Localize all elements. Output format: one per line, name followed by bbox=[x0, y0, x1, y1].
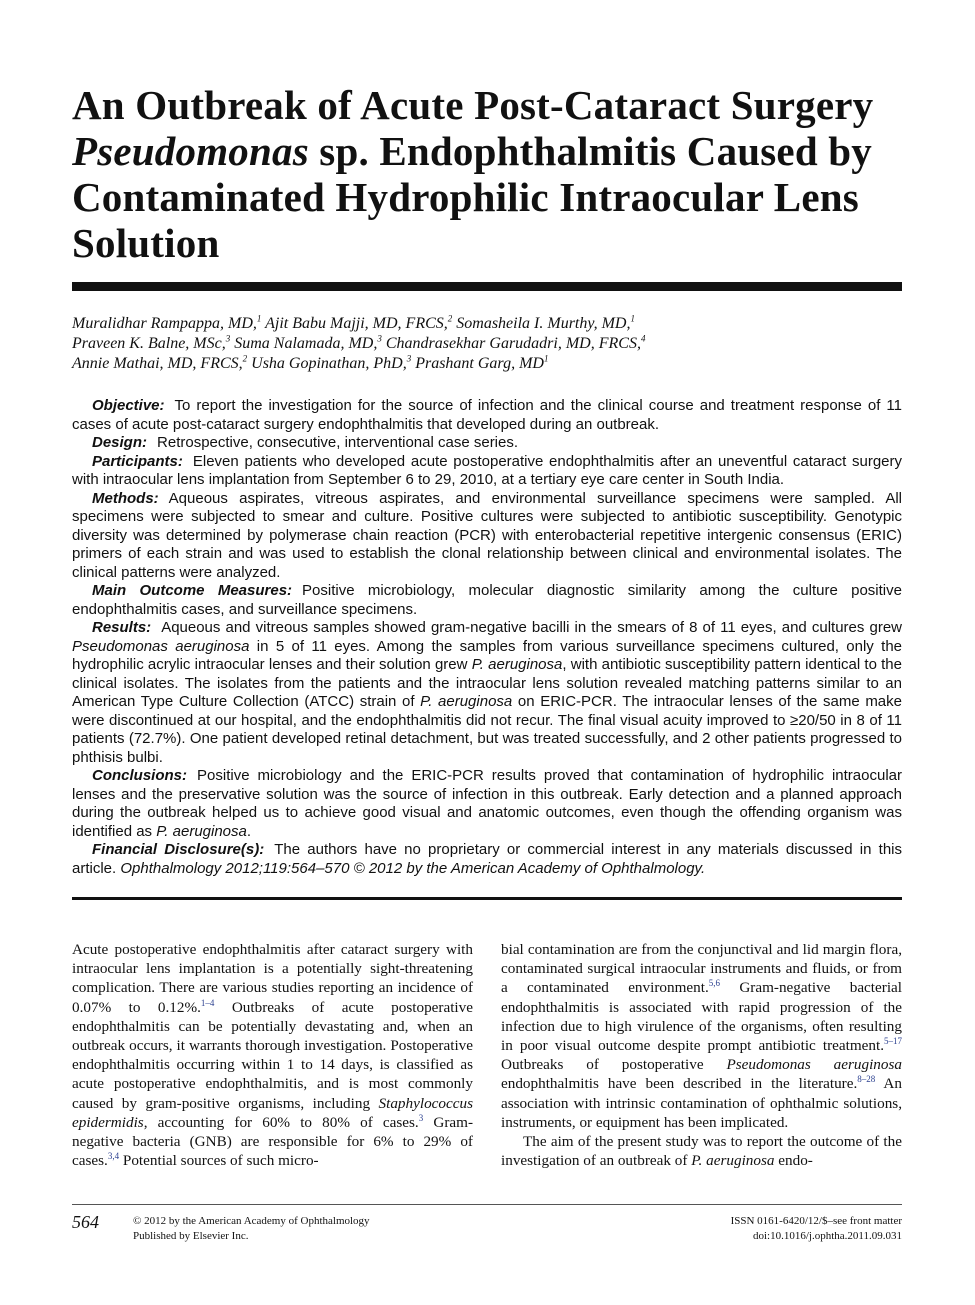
section-label: Main Outcome Measures: bbox=[92, 582, 293, 599]
body-paragraph bbox=[501, 1132, 902, 1170]
author-name: Praveen K. Balne, MSc, bbox=[72, 335, 226, 352]
title-genus: Pseudomonas bbox=[72, 128, 309, 174]
author-affiliation: 2 bbox=[242, 353, 248, 364]
author-line bbox=[72, 334, 902, 354]
copyright-block bbox=[133, 1214, 370, 1244]
body-column-right bbox=[501, 940, 902, 1170]
body-text: Outbreaks of acute postoperative endophthalmitis can be potentially devastating and, when an outbreak occurs, it warrants thorough investigation. Postoperative endophthalmitis occurring within 1 to 14 days, is classified as acute postoperative endophthalmitis, and is most commonly caused by gram-positive organisms, including bbox=[72, 998, 473, 1112]
section-text: Positive microbiology and the ERIC-PCR results proved that contamination of hydrophilic intraocular lenses and the preservative solution was the source of infection in this outbreak. Early detection and a planned approach during the outbreak helped us to achieve good visual and anatomic outcomes, even though the offending organism was identified as bbox=[72, 767, 902, 840]
author-line bbox=[72, 314, 902, 334]
author-name: Chandrasekhar Garudadri, MD, FRCS, bbox=[385, 335, 641, 352]
body-text: endo- bbox=[774, 1152, 813, 1170]
abstract bbox=[72, 397, 902, 878]
author-name: Usha Gopinathan, PhD, bbox=[251, 355, 407, 372]
body-text: An association with intrinsic contamination of ophthalmic solutions, instruments, or equipment has been implicated. bbox=[501, 1075, 902, 1131]
body-paragraph bbox=[72, 940, 473, 1170]
body-text: Gram-negative bacteria (GNB) are responsible for 6% to 29% of cases. bbox=[72, 1113, 473, 1170]
article-title bbox=[72, 82, 912, 266]
species-name: Pseudomonas aeruginosa bbox=[72, 637, 250, 655]
reference-link[interactable]: 3,4 bbox=[107, 1151, 120, 1162]
issn-line: ISSN 0161-6420/12/$–see front matter bbox=[730, 1215, 902, 1227]
abstract-conclusions bbox=[72, 767, 902, 841]
section-text: Retrospective, consecutive, interventional case series. bbox=[157, 434, 519, 451]
body-text: Acute postoperative endophthalmitis after cataract surgery with intraocular lens implantation is a potentially sight-threatening complication. There are various studies reporting an incidence of 0.07% to 0.12%. bbox=[72, 941, 473, 1016]
abstract-divider bbox=[72, 897, 902, 900]
abstract-objective bbox=[72, 397, 902, 434]
species-name: Staphylococcus epidermidis bbox=[72, 1094, 473, 1131]
abstract-results bbox=[72, 619, 902, 767]
reference-link[interactable]: 8–28 bbox=[857, 1074, 876, 1085]
author-line bbox=[72, 354, 902, 374]
body-text: endophthalmitis have been described in the literature. bbox=[501, 1075, 858, 1093]
reference-link[interactable]: 1–4 bbox=[200, 997, 215, 1008]
author-name: Ajit Babu Majji, MD, FRCS, bbox=[265, 315, 448, 332]
section-label: Conclusions: bbox=[92, 767, 188, 784]
abstract-participants bbox=[72, 453, 902, 490]
section-text: Aqueous and vitreous samples showed gram-negative bacilli in the smears of 8 of 11 eyes, and cultures grew bbox=[161, 619, 902, 636]
page-number: 564 bbox=[72, 1212, 99, 1232]
author-name: Somasheila I. Murthy, MD, bbox=[456, 315, 631, 332]
author-affiliation: 1 bbox=[256, 313, 262, 324]
species-name: P. aeruginosa bbox=[691, 1152, 775, 1170]
section-label: Objective: bbox=[92, 397, 165, 414]
footer-divider bbox=[72, 1204, 902, 1205]
abstract-methods bbox=[72, 490, 902, 583]
section-label: Financial Disclosure(s): bbox=[92, 841, 265, 858]
author-affiliation: 3 bbox=[406, 353, 412, 364]
section-text: in 5 of 11 eyes. Among the samples from various surveillance specimens cultured, only the hydrophilic acrylic intraocular lenses and their solution grew bbox=[72, 637, 902, 673]
author-affiliation: 3 bbox=[225, 333, 231, 344]
species-name: P. aeruginosa bbox=[471, 656, 563, 673]
section-text: Eleven patients who developed acute postoperative endophthalmitis after an uneventful cataract surgery with intraocular lens implantation from September 6 to 29, 2010, at a tertiary eye care center in South India. bbox=[72, 452, 902, 488]
reference-link[interactable]: 3 bbox=[418, 1112, 424, 1123]
section-text: Positive microbiology, molecular diagnostic similarity among the culture positive endophthalmitis cases, and surveillance specimens. bbox=[72, 582, 902, 618]
section-label: Results: bbox=[92, 619, 152, 636]
publisher-line: Published by Elsevier Inc. bbox=[133, 1230, 249, 1242]
body-text: bial contamination are from the conjunctival and lid margin flora, contaminated surgical intraocular instruments and fluids, or from a contaminated environment. bbox=[501, 941, 902, 997]
species-name: Pseudomonas aeruginosa bbox=[726, 1056, 902, 1074]
body-text: The aim of the present study was to report the outcome of the investigation of an outbreak of bbox=[501, 1133, 902, 1170]
body-paragraph bbox=[501, 940, 902, 1132]
body-text: Gram-negative bacterial endophthalmitis is associated with rapid progression of the infection due to high virulence of the organisms, often resulting in poor visual outcome despite prompt antibiotic treatment. bbox=[501, 979, 902, 1055]
author-affiliation: 3 bbox=[377, 333, 382, 344]
section-label: Design: bbox=[92, 434, 148, 451]
author-name: Annie Mathai, MD, FRCS, bbox=[72, 355, 243, 372]
title-divider bbox=[72, 282, 902, 291]
reference-link[interactable]: 5,6 bbox=[708, 978, 720, 989]
title-text-1: An Outbreak of Acute Post-Cataract Surgery bbox=[72, 82, 874, 128]
doi-link[interactable]: doi:10.1016/j.ophtha.2011.09.031 bbox=[752, 1230, 902, 1242]
body-column-left bbox=[72, 940, 473, 1170]
body-text: Potential sources of such micro- bbox=[119, 1152, 319, 1170]
section-text: To report the investigation for the source of infection and the clinical course and treatment response of 11 cases of acute post-cataract surgery endophthalmitis that developed during an outbreak. bbox=[72, 397, 902, 433]
abstract-outcome-measures bbox=[72, 582, 902, 619]
copyright-line: © 2012 by the American Academy of Ophthalmology bbox=[133, 1215, 370, 1227]
section-text: , with antibiotic susceptibility pattern identical to the clinical isolates. The isolates from the patients and the intraocular lens solution revealed matching patterns similar to an American Type Culture Collection (ATCC) strain of bbox=[72, 656, 902, 710]
body-text: Outbreaks of postoperative bbox=[501, 1056, 727, 1074]
section-label: Methods: bbox=[92, 489, 159, 507]
author-name: Suma Nalamada, MD, bbox=[234, 335, 378, 352]
issn-block bbox=[731, 1214, 902, 1244]
body-text: , accounting for 60% to 80% of cases. bbox=[143, 1113, 419, 1131]
author-name: Muralidhar Rampappa, MD, bbox=[72, 315, 257, 332]
species-name: P. aeruginosa bbox=[156, 822, 247, 840]
author-affiliation: 4 bbox=[640, 333, 646, 344]
section-text: Aqueous aspirates, vitreous aspirates, and environmental surveillance specimens were sampled. All specimens were subjected to smear and culture. Positive cultures were subjected to antibiotic susceptibility. Genotypic diversity was determined by polymerase chain reaction (PCR) with enterobacterial repetitive intergenic consensus (ERIC) primers of each strain and was used to establish the clonal relationship between clinical and environmental isolates. The clinical patterns were analyzed. bbox=[72, 489, 902, 581]
journal-citation: Ophthalmology 2012;119:564–570 © 2012 by the American Academy of Ophthalmology. bbox=[120, 859, 706, 877]
reference-link[interactable]: 5–17 bbox=[884, 1035, 902, 1046]
abstract-design bbox=[72, 434, 902, 453]
author-affiliation: 1 bbox=[543, 353, 549, 364]
section-label: Participants: bbox=[92, 452, 183, 470]
title-text-2: sp. Endophthalmitis Caused by Contaminated Hydrophilic Intraocular Lens Solution bbox=[72, 128, 872, 266]
species-name: P. aeruginosa bbox=[420, 693, 513, 710]
author-list bbox=[72, 314, 902, 374]
abstract-financial-disclosure bbox=[72, 841, 902, 878]
section-text: . bbox=[246, 822, 252, 840]
section-text: The authors have no proprietary or commercial interest in any materials discussed in this article. bbox=[72, 841, 902, 877]
author-name: Prashant Garg, MD bbox=[415, 355, 544, 372]
author-affiliation: 1 bbox=[630, 313, 635, 324]
section-text: on ERIC-PCR. The intraocular lenses of the same make were discontinued at our hospital, and the endophthalmitis did not recur. The final visual acuity improved to ≥20/50 in 8 of 11 patients (72.7%). One patient developed retinal detachment, but was treated successfully, and 2 other patients progressed to phthisis bulbi. bbox=[72, 693, 902, 766]
author-affiliation: 2 bbox=[447, 313, 453, 324]
